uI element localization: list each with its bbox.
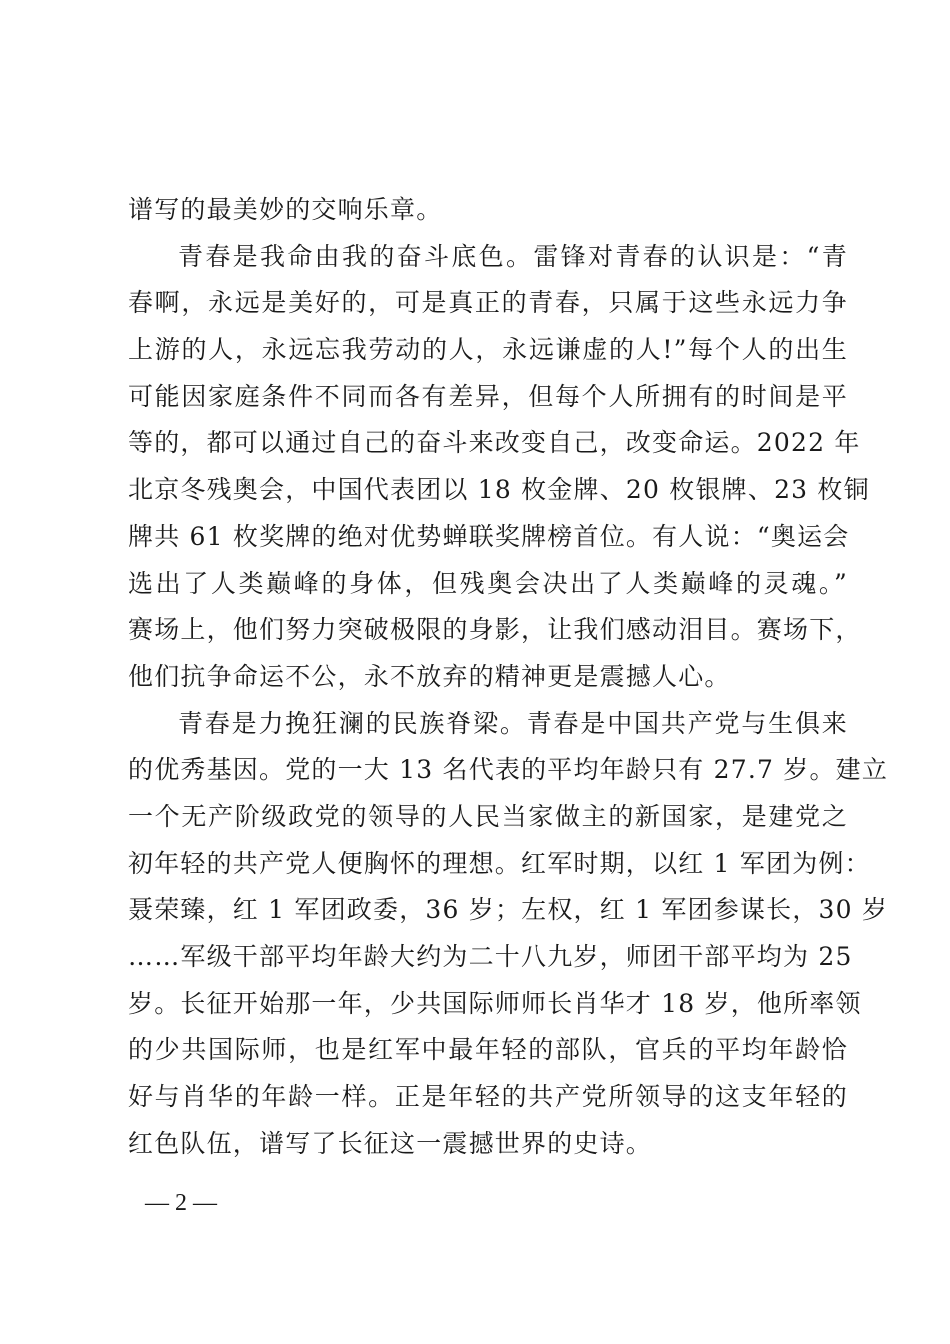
text-line: 选出了人类巅峰的身体，但残奥会决出了人类巅峰的灵魂。” [128, 568, 848, 598]
text-line: 他们抗争命运不公，永不放弃的精神更是震撼人心。 [128, 661, 731, 691]
text-line: 好与肖华的年龄一样。正是年轻的共产党所领导的这支年轻的 [128, 1082, 848, 1112]
text-line: 可能因家庭条件不同而各有差异，但每个人所拥有的时间是平 [128, 381, 848, 411]
page-number: — 2 — [145, 1190, 217, 1216]
text-line: 初年轻的共产党人便胸怀的理想。红军时期，以红 1 军团为例： [128, 848, 871, 878]
text-line: 聂荣臻，红 1 军团政委，36 岁；左权，红 1 军团参谋长，30 岁 [128, 895, 889, 925]
text-line: 北京冬残奥会，中国代表团以 18 枚金牌、20 枚银牌、23 枚铜 [128, 475, 870, 505]
text-line: 春啊，永远是美好的，可是真正的青春，只属于这些永远力争 [128, 288, 848, 318]
text-line: 青春是力挽狂澜的民族脊梁。青春是中国共产党与生俱来 [178, 708, 848, 738]
text-line: 上游的人，永远忘我劳动的人，永远谦虚的人!”每个人的出生 [128, 335, 848, 365]
text-line: 牌共 61 枚奖牌的绝对优势蝉联奖牌榜首位。有人说：“奥运会 [128, 521, 850, 551]
body-text [128, 187, 889, 1167]
text-line: 谱写的最美妙的交响乐章。 [128, 195, 443, 224]
text-line: 的少共国际师，也是红军中最年轻的部队，官兵的平均年龄恰 [128, 1035, 848, 1065]
text-line: 岁。长征开始那一年，少共国际师师长肖华才 18 岁，他所率领 [128, 988, 862, 1018]
text-line: 的优秀基因。党的一大 13 名代表的平均年龄只有 27.7 岁。建立 [128, 755, 889, 785]
text-line: 等的，都可以通过自己的奋斗来改变自己，改变命运。2022 年 [128, 428, 861, 458]
text-line: 青春是我命由我的奋斗底色。雷锋对青春的认识是：“青 [178, 241, 848, 271]
text-line: 一个无产阶级政党的领导的人民当家做主的新国家，是建党之 [128, 801, 848, 831]
text-line: 赛场上，他们努力突破极限的身影，让我们感动泪目。赛场下， [128, 615, 862, 645]
text-line: 红色队伍，谱写了长征这一震撼世界的史诗。 [128, 1128, 653, 1158]
text-line: ……军级干部平均年龄大约为二十八九岁，师团干部平均为 25 [128, 942, 853, 971]
